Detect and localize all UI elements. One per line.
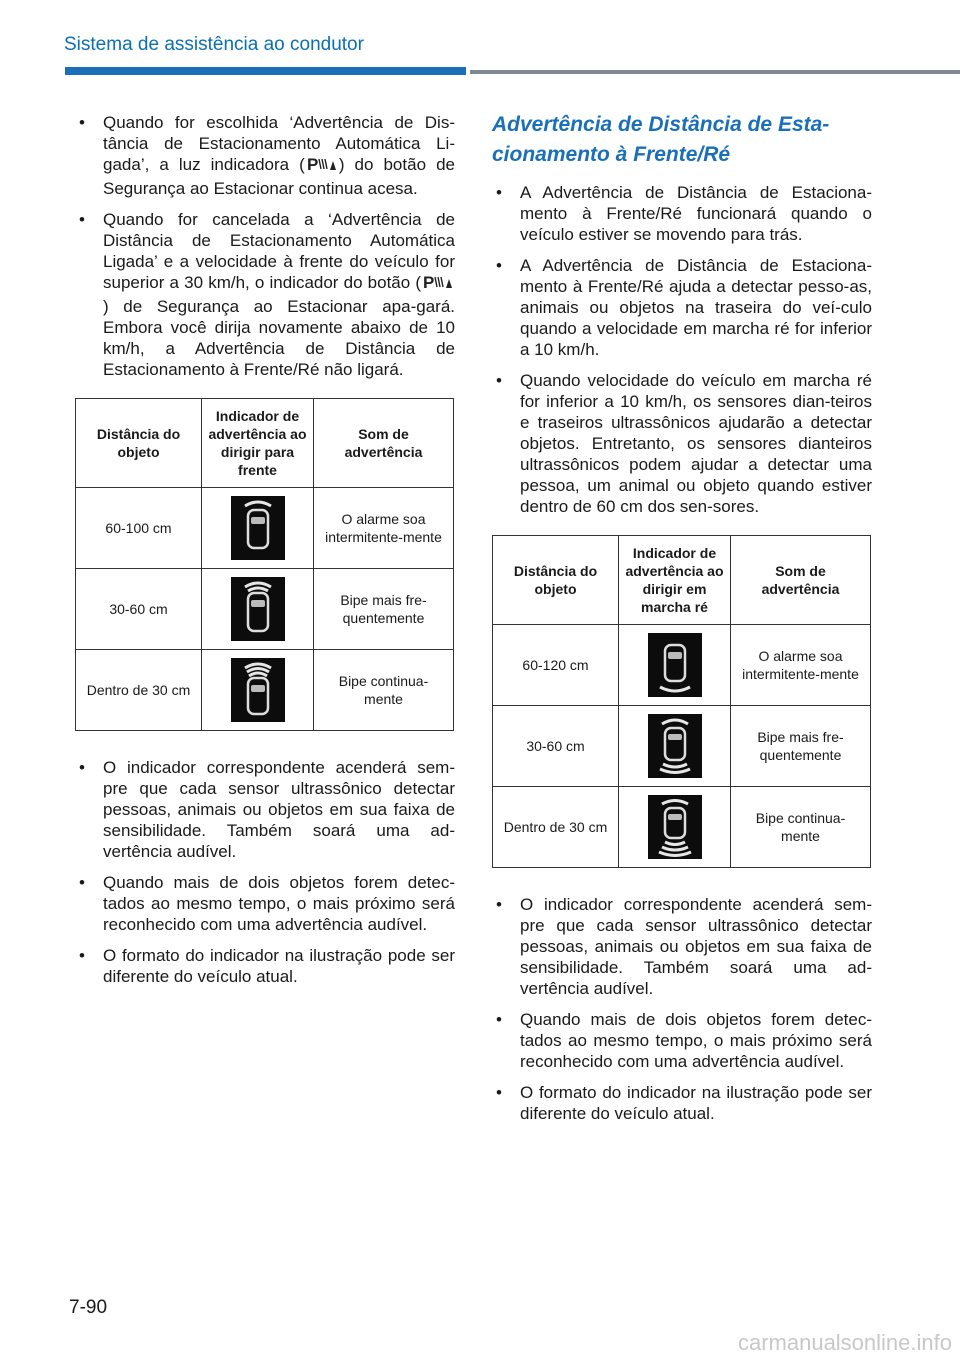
list-item: • A Advertência de Distância de Estaciona-mento à Frente/Ré ajuda a detectar pesso-as, animais ou objetos na traseira do veí-culo quando a velocidade em marcha ré for inferior a 10 km/h. [492, 255, 872, 360]
right-bullets-top [492, 182, 872, 517]
page-number: 7-90 [69, 1297, 108, 1318]
right-column [492, 110, 872, 1134]
table-header-cell: Som de advertência [314, 399, 454, 488]
sound-cell: Bipe mais fre-quentemente [314, 569, 454, 650]
left-bullets-top [75, 112, 455, 380]
table-row [76, 569, 454, 650]
list-item: • O formato do indicador na ilustração pode ser diferente do veículo atual. [75, 945, 455, 987]
sound-cell: O alarme soa intermitente-mente [314, 488, 454, 569]
bullet-text-part: Quando for cancelada a ‘Advertência de Distância de Estacionamento Automática Ligada’ e a velocidade à frente do veículo for superior a 30 km/h, o indicador do botão ( [103, 210, 455, 292]
table-header-cell: Distância do objeto [493, 536, 619, 625]
sound-cell: Bipe mais fre-quentemente [731, 706, 871, 787]
table-header-cell: Som de advertência [731, 536, 871, 625]
indicator-cell [619, 706, 731, 787]
table-header-cell: Distância do objeto [76, 399, 202, 488]
table-header-row [493, 536, 871, 625]
table-row [493, 706, 871, 787]
car-sensor-indicator-icon [648, 714, 702, 778]
left-bullets-bottom [75, 757, 455, 987]
indicator-cell [202, 650, 314, 731]
svg-text:P: P [306, 155, 319, 173]
section-heading: Advertência de Distância de Esta-cionamento à Frente/Ré [492, 113, 830, 166]
list-item: • Quando mais de dois objetos forem detec-tados ao mesmo tempo, o mais próximo será reconhecido com uma advertência audível. [75, 872, 455, 935]
table-row [493, 625, 871, 706]
car-sensor-indicator-icon [648, 795, 702, 859]
car-sensor-indicator-icon [231, 658, 285, 722]
reverse-warning-table [492, 535, 871, 868]
list-item: • O indicador correspondente acenderá sem-pre que cada sensor ultrassônico detectar pessoas, animais ou objetos em sua faixa de sensibilidade. Também soará uma ad-vertência audível. [75, 757, 455, 862]
list-item [75, 209, 455, 380]
watermark: carmanualsonline.info [737, 1330, 952, 1355]
sound-cell: Bipe continua-mente [314, 650, 454, 731]
bullet-text-part: ) de Segurança ao Estacionar apa-gará. Embora você dirija novamente abaixo de 10 km/h, a Advertência de Distância de Estacionamento à Frente/Ré não ligará. [103, 297, 455, 379]
parking-safety-button-icon [307, 155, 337, 178]
list-item: • Quando mais de dois objetos forem detec-tados ao mesmo tempo, o mais próximo será reconhecido com uma advertência audível. [492, 1009, 872, 1072]
table-row [76, 650, 454, 731]
list-item [75, 112, 455, 199]
left-column [75, 112, 455, 997]
car-sensor-indicator-icon [648, 633, 702, 697]
distance-cell: 30-60 cm [493, 706, 619, 787]
table-row [493, 787, 871, 868]
indicator-cell [202, 569, 314, 650]
list-item: • O indicador correspondente acenderá sem-pre que cada sensor ultrassônico detectar pessoas, animais ou objetos em sua faixa de sensibilidade. Também soará uma ad-vertência audível. [492, 894, 872, 999]
distance-cell: 60-100 cm [76, 488, 202, 569]
list-item: • A Advertência de Distância de Estaciona-mento à Frente/Ré funcionará quando o veículo estiver se movendo para trás. [492, 182, 872, 245]
header-bar-gray [470, 70, 960, 74]
list-item: • O formato do indicador na ilustração pode ser diferente do veículo atual. [492, 1082, 872, 1124]
svg-text:P: P [423, 273, 435, 291]
bullet-text-part: ) do botão de Segurança ao Estacionar continua acesa. [103, 155, 455, 198]
section-title: Sistema de assistência ao condutor [64, 34, 364, 55]
right-bullets-bottom [492, 894, 872, 1124]
car-sensor-indicator-icon [231, 496, 285, 560]
distance-cell: Dentro de 30 cm [76, 650, 202, 731]
indicator-cell [202, 488, 314, 569]
table-header-cell: Indicador de advertência ao dirigir para frente [202, 399, 314, 488]
forward-warning-table [75, 398, 454, 731]
table-header-cell: Indicador de advertência ao dirigir em marcha ré [619, 536, 731, 625]
distance-cell: 60-120 cm [493, 625, 619, 706]
indicator-cell [619, 625, 731, 706]
table-row [76, 488, 454, 569]
sound-cell: Bipe continua-mente [731, 787, 871, 868]
header-bar-blue [65, 67, 466, 75]
car-sensor-indicator-icon [231, 577, 285, 641]
parking-safety-button-icon [423, 273, 453, 296]
table-header-row [76, 399, 454, 488]
sound-cell: O alarme soa intermitente-mente [731, 625, 871, 706]
distance-cell: 30-60 cm [76, 569, 202, 650]
list-item: • Quando velocidade do veículo em marcha ré for inferior a 10 km/h, os sensores dian-teiros e traseiros ultrassônicos ajudarão a detectar objetos. Entretanto, os sensores dianteiros ultrassônicos podem ajudar a detectar uma pessoa, um animal ou objeto quando estiver dentro de 60 cm dos sen-sores. [492, 370, 872, 517]
bullet-text-part: Quando for escolhida ‘Advertência de Dis-tância de Estacionamento Automática Li-gada’, a luz indicadora ( [103, 113, 455, 174]
indicator-cell [619, 787, 731, 868]
distance-cell: Dentro de 30 cm [493, 787, 619, 868]
